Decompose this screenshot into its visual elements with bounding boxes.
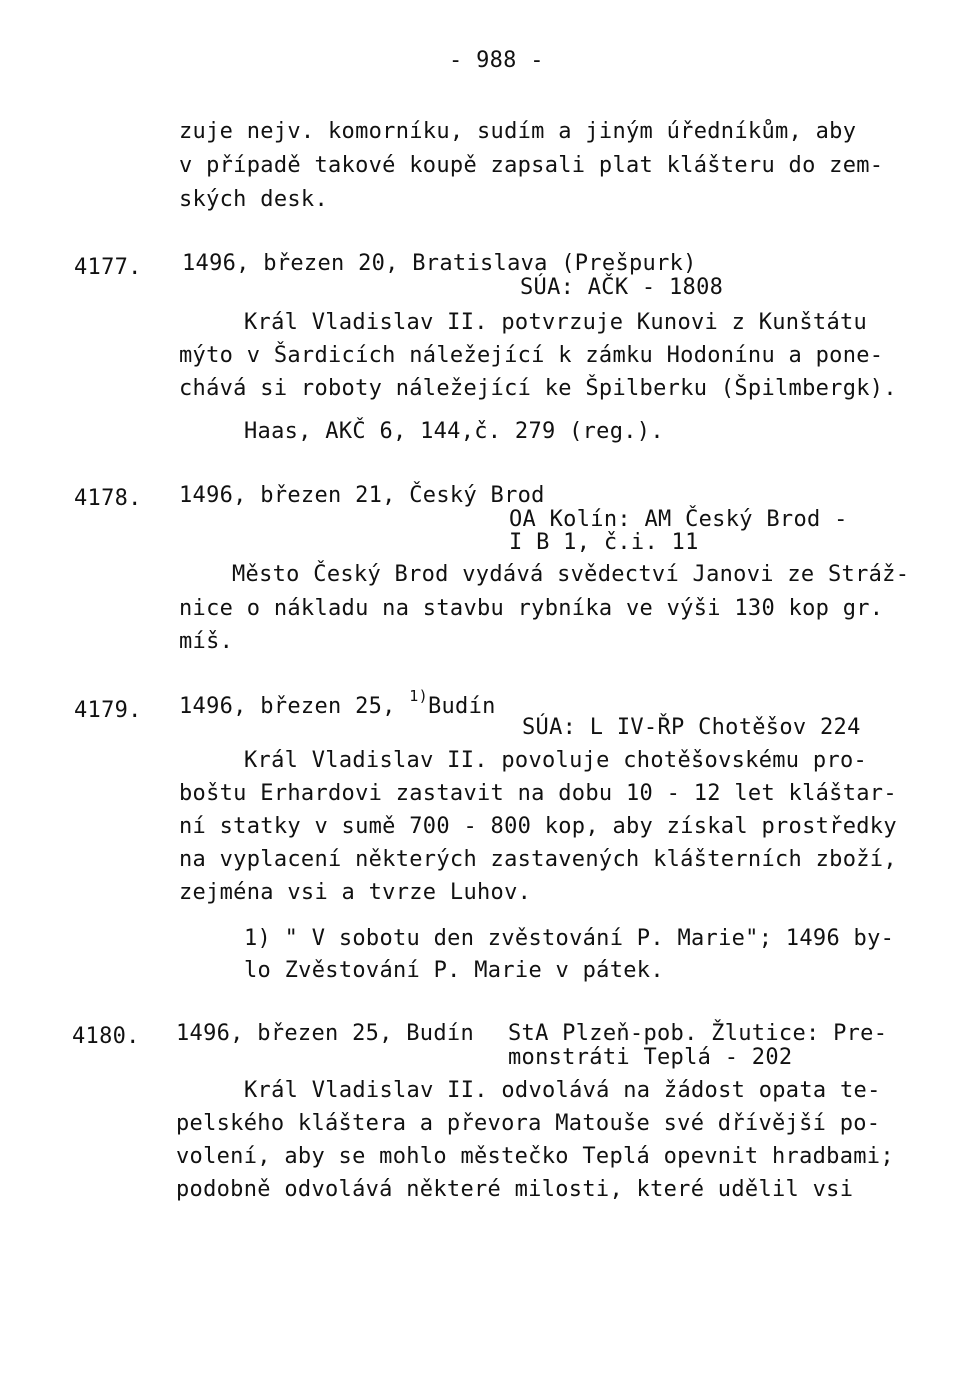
entry-archive: StA Plzeň-pob. Žlutice: Pre- [508,1021,888,1046]
entry-date-place [179,687,496,722]
entry-body-line: ní statky v sumě 700 - 800 kop, aby získal prostředky [179,814,897,839]
entry-number: 4180. [72,1024,140,1049]
entry-body-line: Město Český Brod vydává svědectví Janovi ze Stráž- [232,562,910,587]
entry-date-place: 1496, březen 21, Český Brod [179,483,545,508]
entry-archive: I B 1, č.i. 11 [509,530,699,555]
entry-body-line: Král Vladislav II. povoluje chotěšovskému pro- [244,748,868,773]
entry-number: 4177. [74,255,142,280]
entry-body-line: Král Vladislav II. potvrzuje Kunovi z Kunštátu [244,310,868,335]
intro-line: zuje nejv. komorníku, sudím a jiným úředníkům, aby [179,119,857,144]
intro-line: v případě takové koupě zapsali plat klášteru do zem- [179,153,884,178]
entry-body-line: pelského kláštera a převora Matouše své dřívější po- [176,1111,881,1136]
entry-number: 4179. [74,698,142,723]
entry-body-line: volení, aby se mohlo městečko Teplá opevnit hradbami; [176,1144,894,1169]
entry-body-line: chává si roboty náležející ke Špilberku (Špilmbergk). [179,376,897,401]
entry-date: 1496, březen 25, [179,694,396,719]
footnote-line: 1) " V sobotu den zvěstování P. Marie"; 1496 by- [244,926,895,951]
entry-archive: SÚA: AČK - 1808 [520,275,724,300]
entry-date-place: 1496, březen 25, Budín [176,1021,474,1046]
entry-archive: OA Kolín: AM Český Brod - [509,507,848,532]
footnote-mark: 1) [409,687,428,705]
footnote-line: lo Zvěstování P. Marie v pátek. [244,958,664,983]
entry-number: 4178. [74,486,142,511]
entry-reference: Haas, AKČ 6, 144,č. 279 (reg.). [244,419,664,444]
entry-archive: monstráti Teplá - 202 [508,1045,793,1070]
entry-body-line: Král Vladislav II. odvolává na žádost opata te- [244,1078,881,1103]
entry-body-line: mýto v Šardicích náležející k zámku Hodonínu a pone- [179,343,884,368]
entry-date-place: 1496, březen 20, Bratislava (Prešpurk) [182,251,697,276]
entry-body-line: na vyplacení některých zastavených klášterních zboží, [179,847,897,872]
entry-body-line: zejména vsi a tvrze Luhov. [179,880,532,905]
intro-line: ských desk. [179,187,328,212]
entry-archive: SÚA: L IV-ŘP Chotěšov 224 [522,715,861,740]
page-number: - 988 - [449,48,544,73]
entry-body-line: podobně odvolává některé milosti, které udělil vsi [176,1177,854,1202]
entry-body-line: nice o nákladu na stavbu rybníka ve výši 130 kop gr. [179,596,884,621]
entry-place: Budín [427,694,496,719]
entry-body-line: míš. [179,629,234,654]
entry-body-line: boštu Erhardovi zastavit na dobu 10 - 12 let kláštar- [179,781,897,806]
